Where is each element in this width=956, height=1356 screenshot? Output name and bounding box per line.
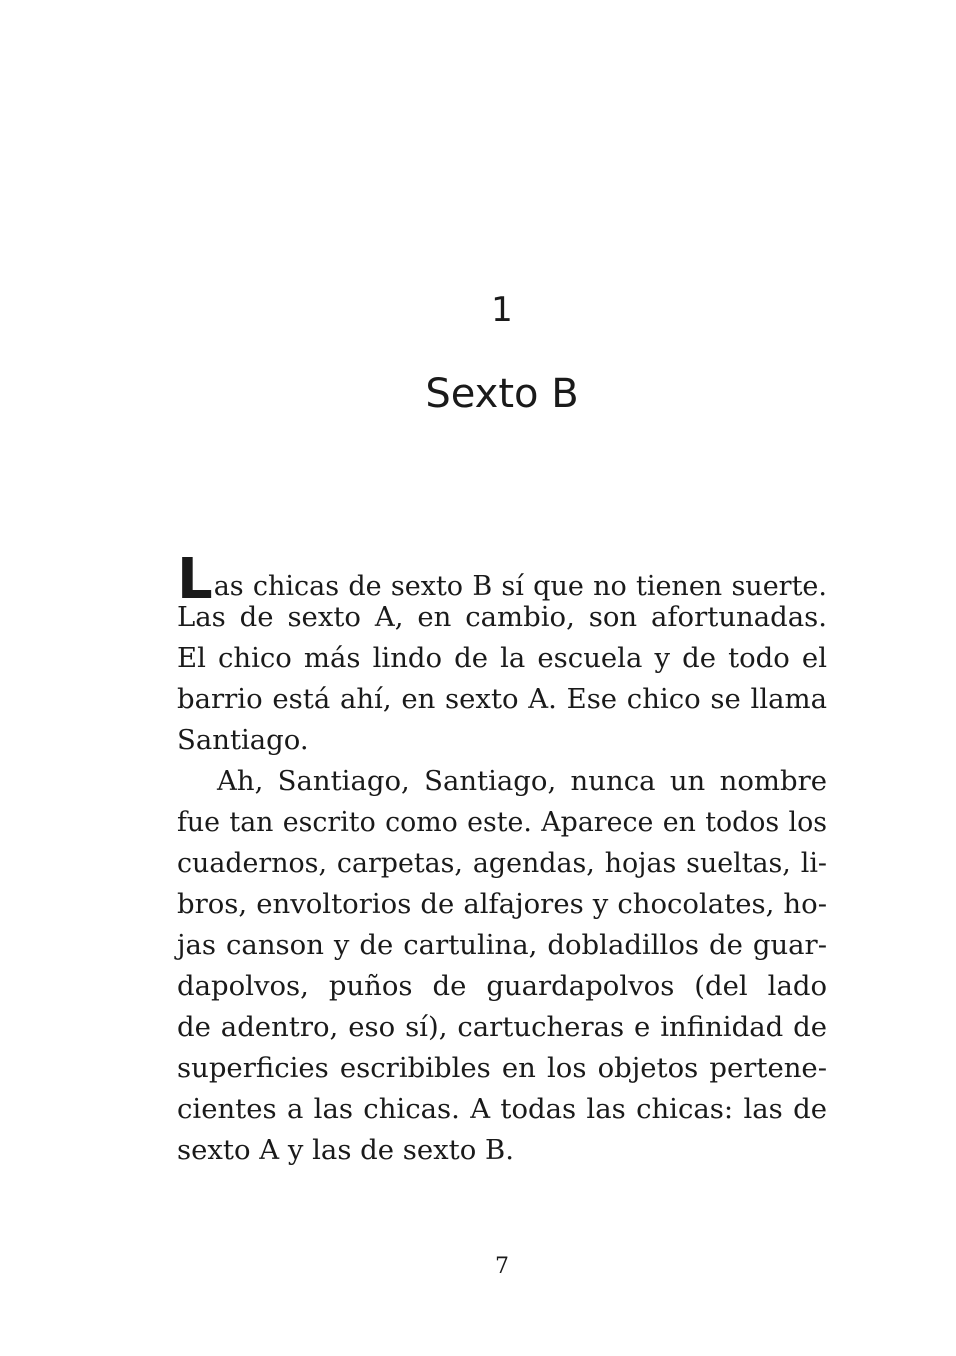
- text-line: dapolvos, puños de guardapolvos (del lado: [177, 970, 827, 1002]
- text-line: [177, 547, 827, 612]
- text-line: Santiago.: [177, 724, 309, 756]
- text-line: El chico más lindo de la escuela y de todo el: [177, 642, 827, 674]
- text-line: cuadernos, carpetas, agendas, hojas sueltas, li-: [177, 848, 827, 879]
- chapter-number: 1: [491, 290, 513, 330]
- text-line-content: as chicas de sexto B sí que no tienen suerte.: [213, 571, 827, 602]
- text-line: jas canson y de cartulina, dobladillos de guar-: [177, 929, 827, 961]
- text-line: barrio está ahí, en sexto A. Ese chico se llama: [177, 683, 827, 715]
- text-line: superficies escribibles en los objetos pertene-: [177, 1052, 827, 1084]
- body-text: [177, 547, 827, 1171]
- text-line: bros, envoltorios de alfajores y chocolates, ho-: [177, 888, 827, 920]
- text-line: Las de sexto A, en cambio, son afortunadas.: [177, 601, 827, 633]
- text-line: fue tan escrito como este. Aparece en todos los: [177, 807, 827, 838]
- page-number: 7: [495, 1254, 509, 1279]
- text-line: Ah, Santiago, Santiago, nunca un nombre: [217, 765, 827, 797]
- text-line: cientes a las chicas. A todas las chicas: las de: [177, 1093, 827, 1125]
- text-line: sexto A y las de sexto B.: [177, 1134, 514, 1166]
- drop-cap: L: [177, 547, 213, 612]
- text-line: de adentro, eso sí), cartucheras e infinidad de: [177, 1011, 827, 1043]
- chapter-title: Sexto B: [425, 371, 579, 417]
